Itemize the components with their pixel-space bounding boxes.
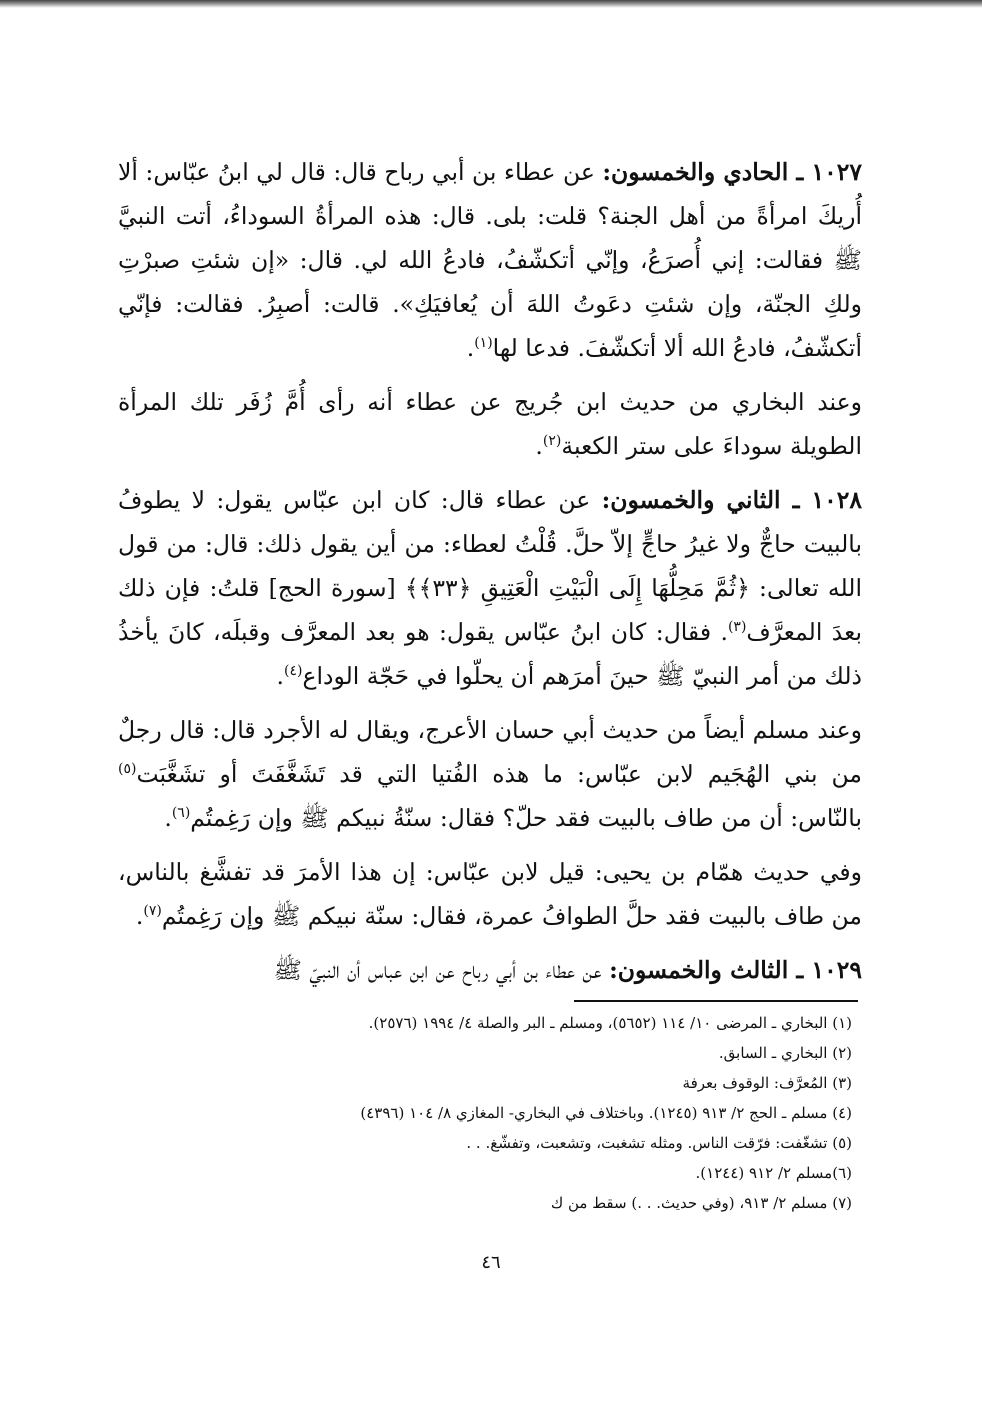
footnotes — [250, 1008, 852, 1218]
footnote-separator — [574, 1000, 858, 1002]
footnote-ref: (٣) — [727, 619, 747, 636]
footnote-ref: (٢) — [542, 433, 562, 450]
paragraph-muslim — [118, 708, 862, 840]
footnote-ref: (١) — [474, 335, 493, 352]
footnote-ref: (٤) — [283, 663, 303, 680]
paragraph-1029 — [118, 948, 862, 992]
footnote-ref: (٥) — [118, 761, 137, 778]
paragraph-text: . فقال: كان ابنُ عبّاس يقول: هو بعد المعرَّف وقبلَه، كانَ يأخذُ ذلك من أمر النبيّ ﷺ حينَ أمرَهم أن يحلّوا في حَجّة الوداع — [118, 618, 862, 690]
paragraph-text: وفي حديث همّام بن يحيى: قيل لابن عبّاس: إن هذا الأمرَ قد تفشَّغ بالناس، من طاف بالبيت فقد حلَّ الطوافُ عمرة، فقال: سنّة نبيكم ﷺ وإن رَغِمتُم — [118, 858, 862, 930]
footnote-7: (٧) مسلم ٢/ ٩١٣، (وفي حديث. . .) سقط من ك — [550, 1194, 852, 1212]
scan-top-edge — [0, 0, 982, 8]
paragraph-text: وعند البخاري من حديث ابن جُريج عن عطاء أنه رأى أُمَّ زُفَر تلك المرأة الطويلة سوداءَ على ستر الكعبة — [118, 388, 862, 460]
footnote-ref: (٦) — [171, 805, 191, 822]
paragraph-end: . — [535, 432, 543, 460]
paragraph-end: . — [164, 804, 172, 832]
hadith-heading: ١٠٢٩ ـ الثالث والخمسون: — [609, 956, 862, 984]
footnote-1: (١) البخاري ـ المرضى ١٠/ ١١٤ (٥٦٥٢)، ومسلم ـ البر والصلة ٤/ ١٩٩٤ (٢٥٧٦). — [368, 1014, 852, 1032]
paragraph-1027 — [118, 150, 862, 370]
footnote-2: (٢) البخاري ـ السابق. — [718, 1044, 852, 1062]
paragraph-text: عن عطاء قال: كان ابن عبّاس يقول: لا يطوفُ بالبيت حاجٌّ ولا غيرُ حاجٍّ إلاّ حلَّ. قُلْتُ لعطاء: من أين يقول ذلك: قال: من قول الله تعالى: ﴿ثُمَّ مَحِلُّهَا إِلَى الْبَيْتِ الْعَتِيقِ ﴿٣٣﴾﴾ [سورة الحج] قلتُ: فإن ذلك بعدَ المعرَّف — [118, 486, 862, 646]
paragraph-end: . — [466, 334, 475, 362]
paragraph-text: عن عطاء بن أبي رباح قال: قال لي ابنُ عبّاس: ألا أُريكَ امرأةً من أهل الجنة؟ قلت: بلى. قال: هذه المرأةُ السوداءُ، أتت النبيَّ ﷺ فقالت: إني أُصرَعُ، وإنّي أتكشّفُ، فادعُ الله لي. قال: «إن شئتِ صبرْتِ ولكِ الجنّة، وإن شئتِ دعَوتُ اللهَ أن يُعافيَكِ». قالت: أصبِرُ. فقالت: فإنّي أتكشّفُ، فادعُ الله ألا أتكشّفَ. فدعا لها — [118, 158, 862, 362]
footnote-4: (٤) مسلم ـ الحج ٢/ ٩١٣ (١٢٤٥). وباختلاف في البخاري- المغازي ٨/ ١٠٤ (٤٣٩٦) — [360, 1104, 852, 1122]
paragraph-end: . — [135, 902, 144, 930]
paragraph-end: . — [276, 662, 284, 690]
paragraph-text: عن عطاء بن أبي رباح عن ابن عباس أن النبيّ ﷺ — [273, 956, 602, 984]
footnote-5: (٥) تشغّفت: فرّقت الناس. ومثله تشغبت، وتشعبت، وتفشّغ. . . — [466, 1134, 852, 1152]
paragraph-hammam — [118, 850, 862, 938]
hadith-heading: ١٠٢٨ ـ الثاني والخمسون: — [601, 486, 862, 514]
paragraph-text: بالنّاس: أن من طاف بالبيت فقد حلّ؟ فقال: سنّةُ نبيكم ﷺ وإن رَغِمتُم — [190, 804, 862, 832]
footnote-3: (٣) المُعرَّف: الوقوف بعرفة — [682, 1074, 852, 1092]
footnote-ref: (٧) — [143, 903, 162, 920]
hadith-heading: ١٠٢٧ ـ الحادي والخمسون: — [602, 158, 862, 186]
paragraph-text: وعند مسلم أيضاً من حديث أبي حسان الأعرج، ويقال له الأجرد قال: قال رجلٌ من بني الهُجَيم لابن عبّاس: ما هذه الفُتيا التي قد تَشَغَّفَتَ أو تشَغَّبَت — [118, 716, 862, 788]
paragraph-1028 — [118, 478, 862, 698]
footnote-6: (٦)مسلم ٢/ ٩١٢ (١٢٤٤). — [695, 1164, 852, 1182]
main-text — [118, 150, 862, 1002]
paragraph-bukhari — [118, 380, 862, 468]
page-number: ٤٦ — [481, 1252, 501, 1273]
